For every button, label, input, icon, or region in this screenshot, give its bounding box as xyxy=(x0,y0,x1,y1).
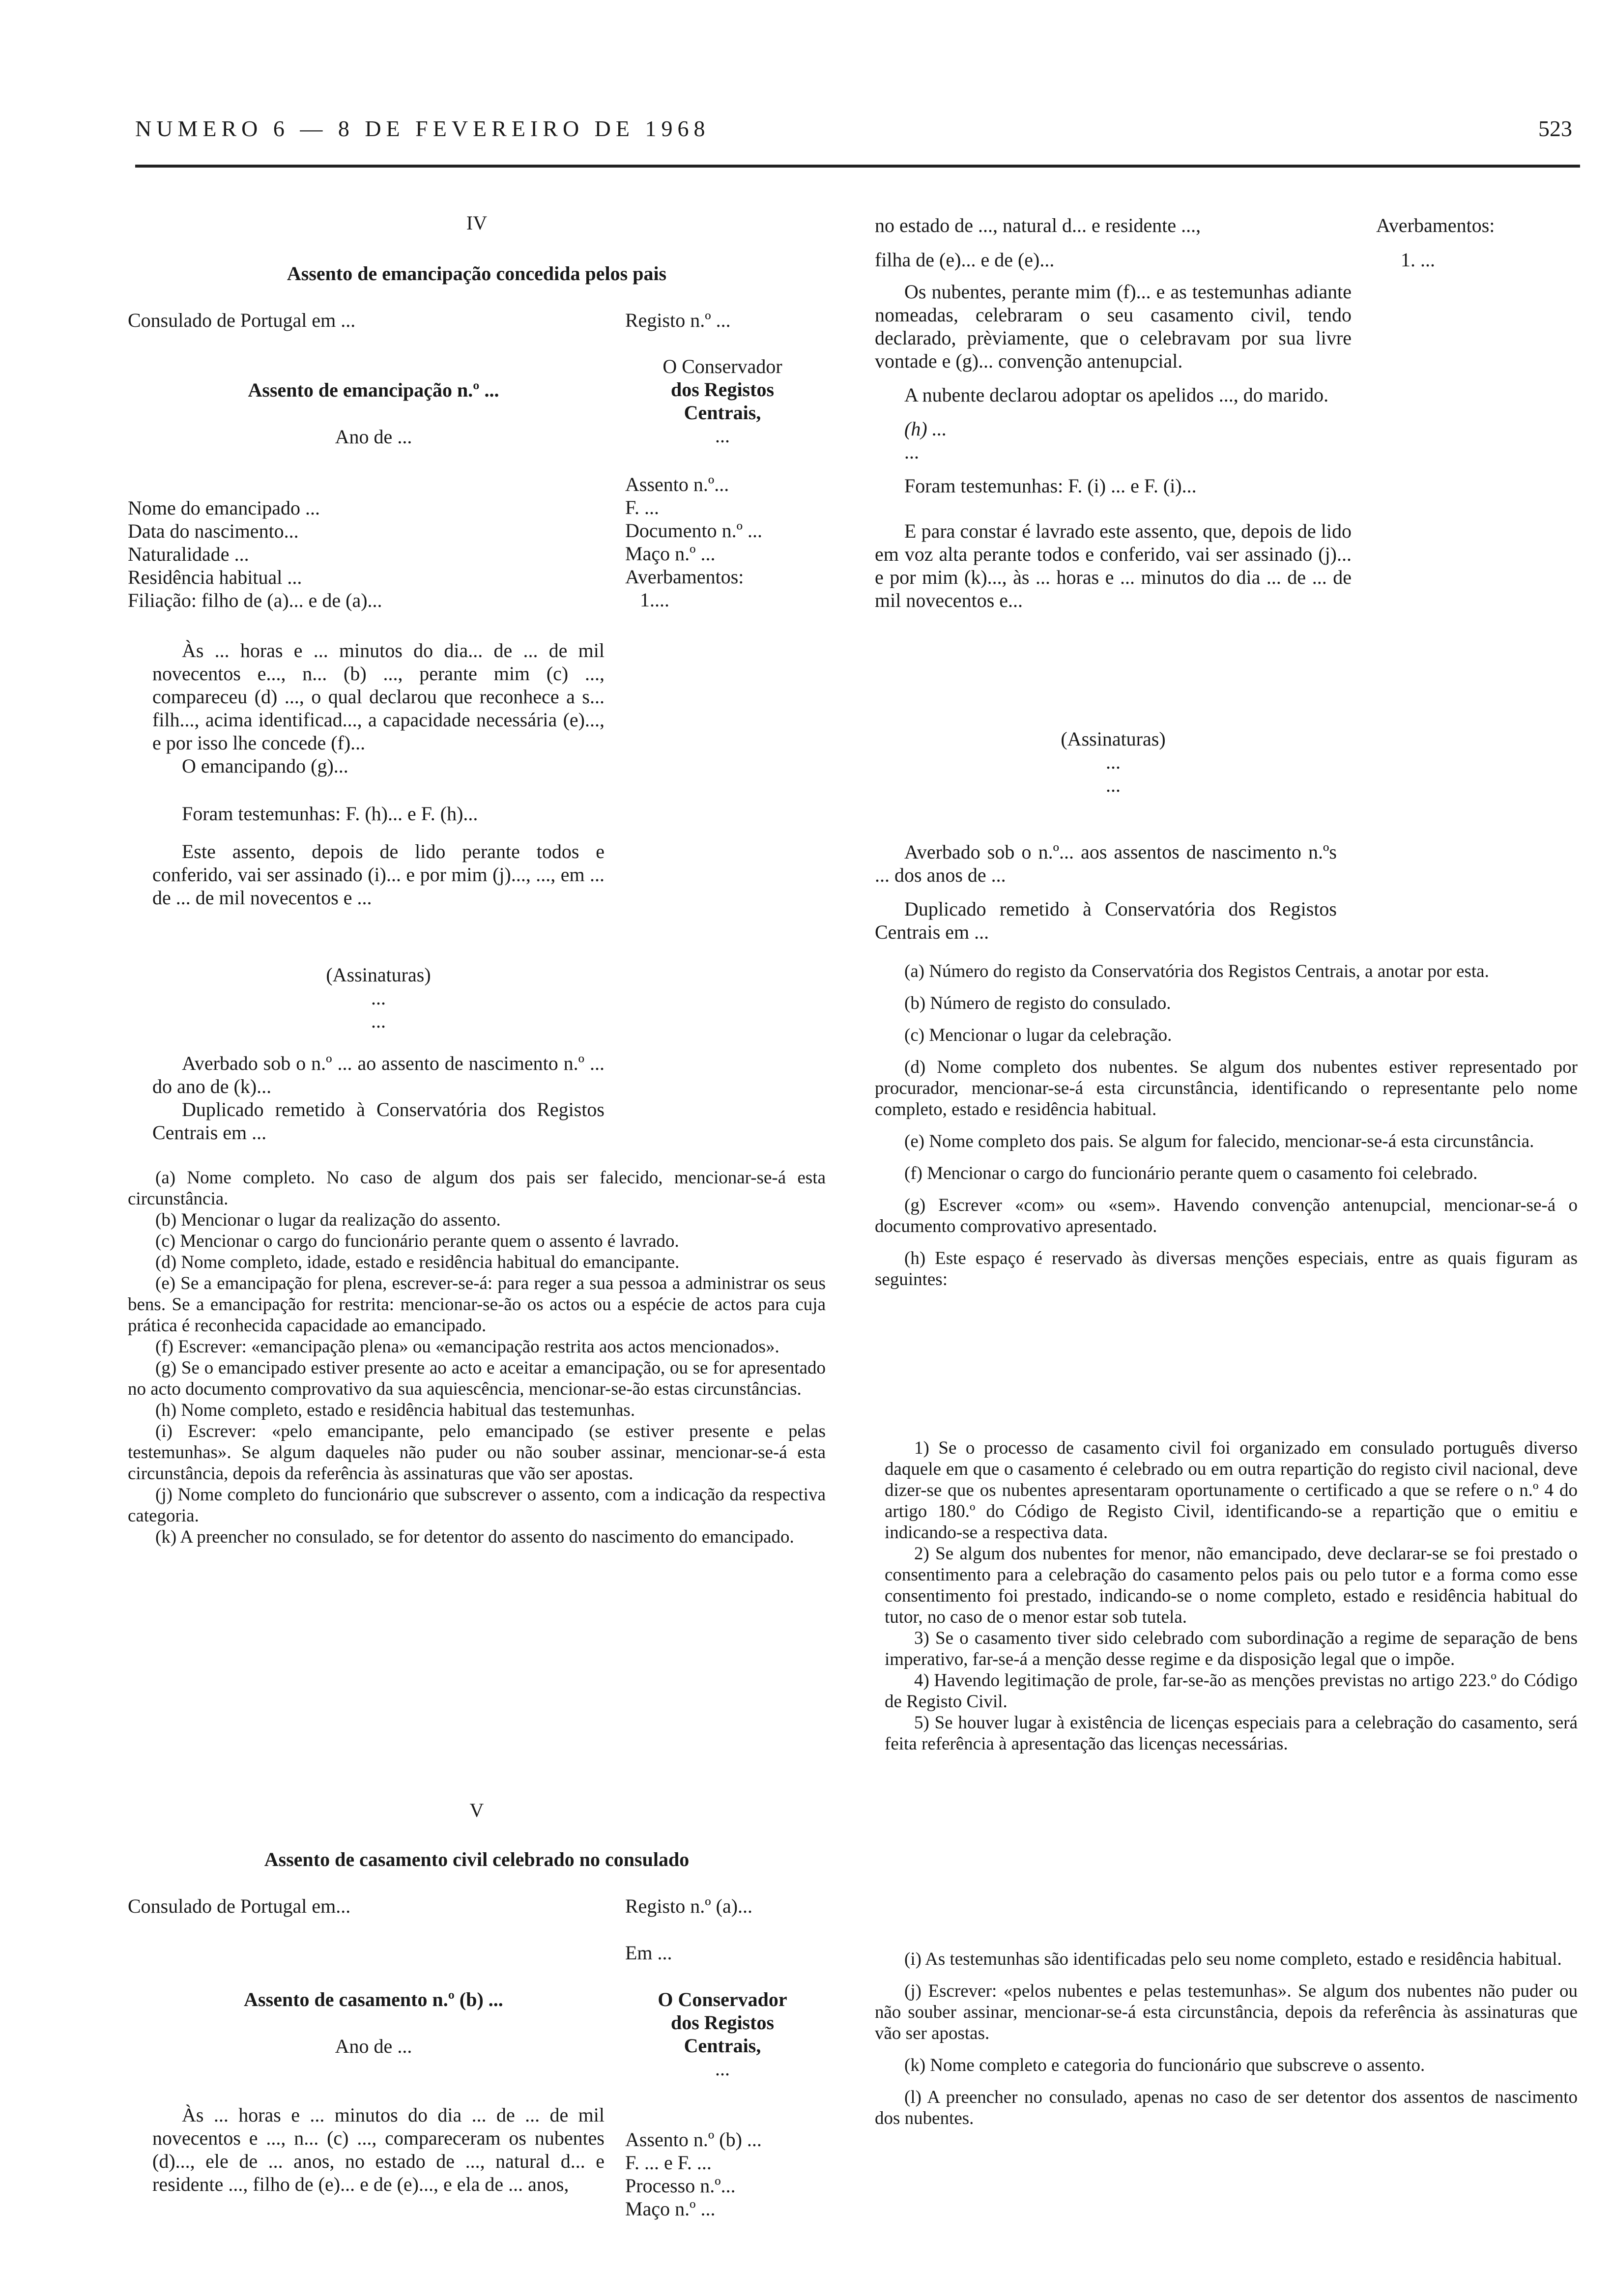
assento-emancipacao-number: Assento de emancipação n.º ... xyxy=(248,379,499,401)
header-rule xyxy=(135,165,1580,168)
signatures-block-1: (Assinaturas) ... ... xyxy=(326,964,431,1032)
footnotes-section-v-cont: (i) As testemunhas são identificadas pelo seu nome completo, estado e residência habitual. (j) Escrever: «pelos nubentes e pelas testemunhas». Se algum dos nubentes não puder ou não souber assinar, mencionar-se-á esta circunstância, depois da referência às assinaturas que vão ser apostas. (k) Nome completo e categoria do funcionário que subscreve o assento. (l) A preencher no consulado, apenas no caso de ser detentor dos assentos de nascimento dos nubentes. xyxy=(875,1949,1578,2128)
emancipado-fields: Nome do emancipado ... Data do nascimento... Naturalidade ... Residência habitual ... Filiação: filho de (a)... e de (a)... xyxy=(128,497,382,611)
ano-line: Ano de ... xyxy=(335,426,412,448)
page-header-title: NUMERO 6 — 8 DE FEVEREIRO DE 1968 xyxy=(135,116,710,141)
signatures-block-2: (Assinaturas) ... ... xyxy=(1061,728,1166,796)
right-top-line-2: filha de (e)... e de (e)... xyxy=(875,249,1055,271)
casamento-body-cont: Os nubentes, perante mim (f)... e as testemunhas adiante nomeadas, celebraram o seu casamento civil, tendo declarado, prèviamente, que o celebravam por sua livre vontade e (g)... convenção antenupcial. A nubente declarou adoptar os apelidos ..., do marido. (h) ... ... Foram testemunhas: F. (i) ... e F. (i)... E para constar é lavrado este assento, que, depois de lido em voz alta perante todos e conferido, vai ser assinado (j)... e por mim (k)..., às ... horas e ... minutos do dia ... de ... de mil novecentos e... xyxy=(875,281,1352,611)
ano-line-v: Ano de ... xyxy=(335,2035,412,2057)
assento-casamento-number: Assento de casamento n.º (b) ... xyxy=(244,1988,503,2010)
consulado-line: Consulado de Portugal em ... xyxy=(128,309,356,331)
section-iv-title: Assento de emancipação concedida pelos pais xyxy=(287,262,667,285)
registo-line: Registo n.º ... xyxy=(625,309,731,331)
registo-line-v: Registo n.º (a)... xyxy=(625,1895,753,1917)
averbado-block-2: Averbado sob o n.º... aos assentos de nascimento n.ºs ... dos anos de ... Duplicado remetido à Conservatória dos Registos Centrais em ... xyxy=(875,841,1337,943)
conservador-block: O Conservador dos Registos Centrais, ... xyxy=(662,355,782,447)
casamento-right-fields: Assento n.º (b) ... F. ... e F. ... Processo n.º... Maço n.º ... xyxy=(625,2128,762,2220)
footnotes-section-v: (a) Número do registo da Conservatória dos Registos Centrais, a anotar por esta. (b) Número de registo do consulado. (c) Mencionar o lugar da celebração. (d) Nome completo dos nubentes. Se algum dos nubentes estiver representado por procurador, mencionar-se-á esta circunstância, identificando o representante pelo nome completo, estado e residência habitual. (e) Nome completo dos pais. Se algum for falecido, mencionar-se-á esta circunstância. (f) Mencionar o cargo do funcionário perante quem o casamento foi celebrado. (g) Escrever «com» ou «sem». Havendo convenção antenupcial, mencionar-se-á o documento comprovativo apresentado. (h) Este espaço é reservado às diversas menções especiais, entre as quais figuram as seguintes: xyxy=(875,961,1578,1290)
conservador-block-v: O Conservador dos Registos Centrais, ... xyxy=(658,1988,787,2080)
emancipacao-body: Às ... horas e ... minutos do dia... de ... de mil novecentos e..., n... (b) ..., perante mim (c) ..., compareceu (d) ..., o qual declarou que reconhece a s... filh..., acima identificad..., a capacidade necessária (e)..., e por isso lhe concede (f)... O emancipando (g)... Foram testemunhas: F. (h)... e F. (h)... Este assento, depois de lido perante todos e conferido, vai ser assinado (i)... e por mim (j)..., ..., em ... de ... de mil novecentos e ... xyxy=(152,639,604,909)
averbamentos-label: Averbamentos: xyxy=(1376,214,1495,236)
averbado-block-1: Averbado sob o n.º ... ao assento de nascimento n.º ... do ano de (k)... Duplicado remetido à Conservatória dos Registos Centrais em ... xyxy=(152,1052,604,1144)
section-v-numeral: V xyxy=(469,1799,484,1821)
right-top-line-1: no estado de ..., natural d... e residente ..., xyxy=(875,214,1201,236)
section-v-title: Assento de casamento civil celebrado no consulado xyxy=(264,1848,690,1870)
averbamentos-item: 1. ... xyxy=(1401,249,1435,271)
special-mentions-list: 1) Se o processo de casamento civil foi organizado em consulado português diverso daquele em que o casamento é celebrado ou em outra repartição do registo civil nacional, deve dizer-se que os nubentes apresentaram oportunamente o certificado a que se refere o n.º 4 do artigo 180.º do Código de Registo Civil, identificando-se a repartição que o emitiu e indicando-se a respectiva data. 2) Se algum dos nubentes for menor, não emancipado, deve declarar-se se foi prestado o consentimento para a celebração do casamento pelos pais ou pelo tutor e a forma como esse consentimento foi prestado, indicando-se o nome completo, estado e residência habitual do tutor, no caso de o menor estar sob tutela. 3) Se o casamento tiver sido celebrado com subordinação a regime de separação de bens imperativo, far-se-á a menção desse regime e da disposição legal que o impõe. 4) Havendo legitimação de prole, far-se-ão as menções previstas no artigo 223.º do Código de Registo Civil. 5) Se houver lugar à existência de licenças especiais para a celebração do casamento, será feita referência à apresentação das licenças necessárias. xyxy=(885,1438,1578,1754)
consulado-line-v: Consulado de Portugal em... xyxy=(128,1895,351,1917)
section-iv-numeral: IV xyxy=(466,212,488,234)
page-number: 523 xyxy=(1538,116,1572,141)
assento-right-fields: Assento n.º... F. ... Documento n.º ... Maço n.º ... Averbamentos: 1.... xyxy=(625,473,763,611)
em-line-v: Em ... xyxy=(625,1942,672,1964)
footnotes-section-iv: (a) Nome completo. No caso de algum dos pais ser falecido, mencionar-se-á esta circunstância. (b) Mencionar o lugar da realização do assento. (c) Mencionar o cargo do funcionário perante quem o assento é lavrado. (d) Nome completo, idade, estado e residência habitual do emancipante. (e) Se a emancipação for plena, escrever-se-á: para reger a sua pessoa a administrar os seus bens. Se a emancipação for restrita: mencionar-se-ão os actos ou a espécie de actos para cuja prática é reconhecida capacidade ao emancipado. (f) Escrever: «emancipação plena» ou «emancipação restrita aos actos mencionados». (g) Se o emancipado estiver presente ao acto e aceitar a emancipação, ou se for apresentado no acto documento comprovativo da sua aquiescência, mencionar-se-ão estas circunstâncias. (h) Nome completo, estado e residência habitual das testemunhas. (i) Escrever: «pelo emancipante, pelo emancipado (se estiver presente e pelas testemunhas». Se algum daqueles não puder ou não souber assinar, mencionar-se-á esta circunstância, depois da referência às assinaturas que vão ser apostas. (j) Nome completo do funcionário que subscrever o assento, com a indicação da respectiva categoria. (k) A preencher no consulado, se for detentor do assento do nascimento do emancipado. xyxy=(128,1168,826,1547)
casamento-body: Às ... horas e ... minutos do dia ... de ... de mil novecentos e ..., n... (c) ..., compareceram os nubentes (d)..., ele de ... anos, no estado de ..., natural d... e residente ..., filho de (e)... e de (e)..., e ela de ... anos, xyxy=(152,2104,604,2195)
